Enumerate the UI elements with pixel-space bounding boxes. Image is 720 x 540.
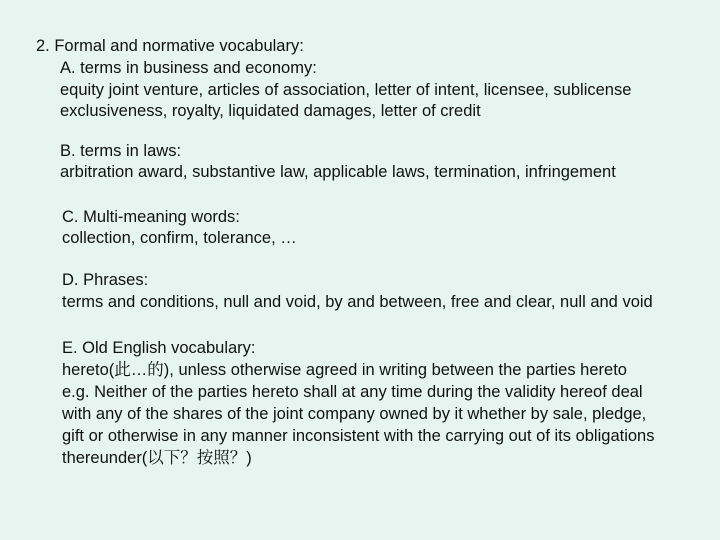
- section-e-line: thereunder(以下？按照？): [62, 449, 252, 467]
- section-b-title: B. terms in laws:: [60, 142, 182, 160]
- section-e-line: e.g. Neither of the parties hereto shall at any time during the validity hereof deal: [62, 383, 643, 401]
- section-c-title: C. Multi-meaning words:: [62, 208, 240, 226]
- section-e-line: with any of the shares of the joint company owned by it whether by sale, pledge,: [62, 405, 647, 423]
- slide-heading: 2. Formal and normative vocabulary:: [36, 37, 304, 55]
- section-e-title: E. Old English vocabulary:: [62, 339, 256, 357]
- section-a-title: A. terms in business and economy:: [60, 59, 317, 77]
- section-c-line: collection, confirm, tolerance, …: [62, 229, 297, 247]
- section-d-line: terms and conditions, null and void, by and between, free and clear, null and void: [62, 293, 653, 311]
- section-a-line: exclusiveness, royalty, liquidated damages, letter of credit: [60, 102, 481, 120]
- section-e-line: hereto(此…的), unless otherwise agreed in writing between the parties hereto: [62, 361, 627, 379]
- section-d-title: D. Phrases:: [62, 271, 149, 289]
- section-b-line: arbitration award, substantive law, applicable laws, termination, infringement: [60, 163, 616, 181]
- section-a-line: equity joint venture, articles of association, letter of intent, licensee, sublicense: [60, 81, 632, 99]
- section-e-line: gift or otherwise in any manner inconsistent with the carrying out of its obligations: [62, 427, 655, 445]
